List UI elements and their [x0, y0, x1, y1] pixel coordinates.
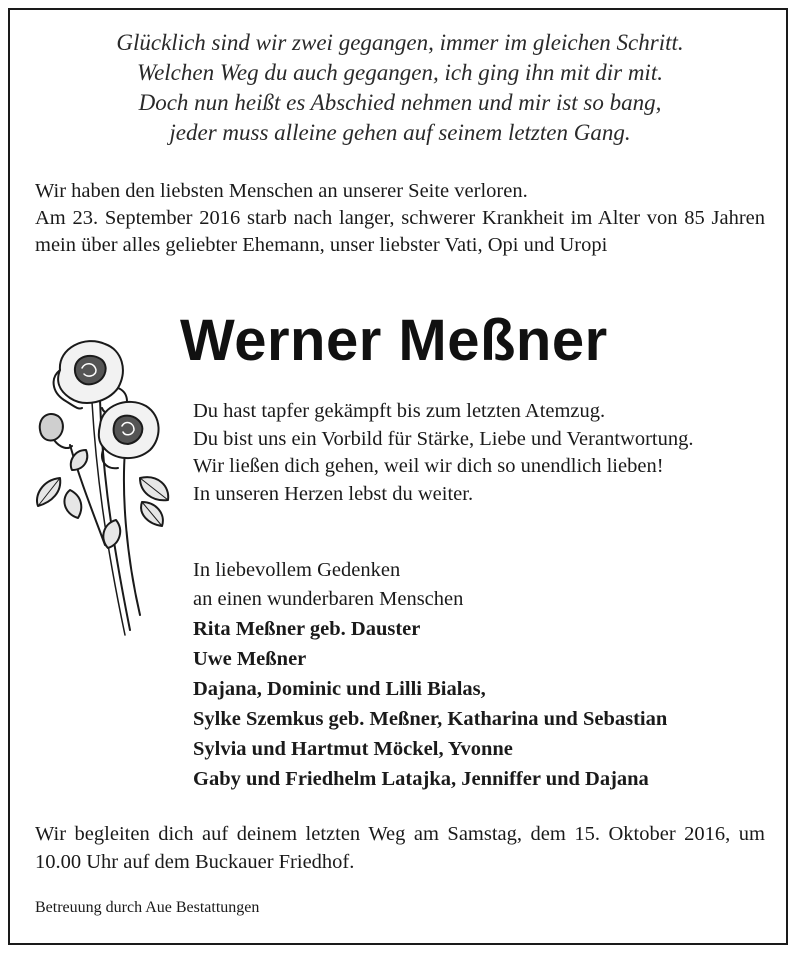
deceased-name: Werner Meßner — [180, 308, 608, 373]
poem-line: Doch nun heißt es Abschied nehmen und mir ist so bang, — [138, 90, 662, 115]
poem-line: Welchen Weg du auch gegangen, ich ging ihn mit dir mit. — [137, 60, 663, 85]
memory-line: an einen wunderbaren Menschen — [193, 588, 464, 610]
verse-line: In unseren Herzen lebst du weiter. — [193, 482, 474, 505]
funeral-info — [35, 820, 765, 876]
family-member: Gaby und Friedhelm Latajka, Jenniffer und Dajana — [193, 768, 649, 790]
intro-paragraph: Am 23. September 2016 starb nach langer, schwerer Krankheit im Alter von 85 Jahren mein über alles geliebter Ehemann, unser liebster Vati, Opi und Uropi — [35, 207, 765, 256]
verse — [193, 398, 773, 508]
family-list — [193, 614, 667, 794]
memory-text — [193, 556, 463, 614]
roses-icon — [30, 330, 175, 640]
intro-text — [35, 178, 765, 259]
family-member: Sylvia und Hartmut Möckel, Yvonne — [193, 738, 513, 760]
verse-line: Wir ließen dich gehen, weil wir dich so unendlich lieben! — [193, 455, 664, 477]
poem-line: Glücklich sind wir zwei gegangen, immer im gleichen Schritt. — [116, 30, 684, 55]
family-member: Uwe Meßner — [193, 648, 307, 670]
poem — [20, 28, 780, 148]
family-member: Sylke Szemkus geb. Meßner, Katharina und Sebastian — [193, 708, 668, 730]
memory-line: In liebevollem Gedenken — [193, 559, 401, 581]
intro-line: Wir haben den liebsten Menschen an unserer Seite verloren. — [35, 180, 528, 202]
funeral-text: Wir begleiten dich auf deinem letzten Weg am Samstag, dem 15. Oktober 2016, um 10.00 Uhr auf dem Buckauer Friedhof. — [35, 823, 765, 873]
verse-line: Du bist uns ein Vorbild für Stärke, Liebe und Verantwortung. — [193, 427, 694, 450]
family-member: Dajana, Dominic und Lilli Bialas, — [193, 678, 486, 700]
family-member: Rita Meßner geb. Dauster — [193, 618, 421, 640]
poem-line: jeder muss alleine gehen auf seinem letzten Gang. — [169, 120, 631, 145]
verse-line: Du hast tapfer gekämpft bis zum letzten Atemzug. — [193, 400, 606, 422]
undertaker-note: Betreuung durch Aue Bestattungen — [35, 899, 260, 916]
